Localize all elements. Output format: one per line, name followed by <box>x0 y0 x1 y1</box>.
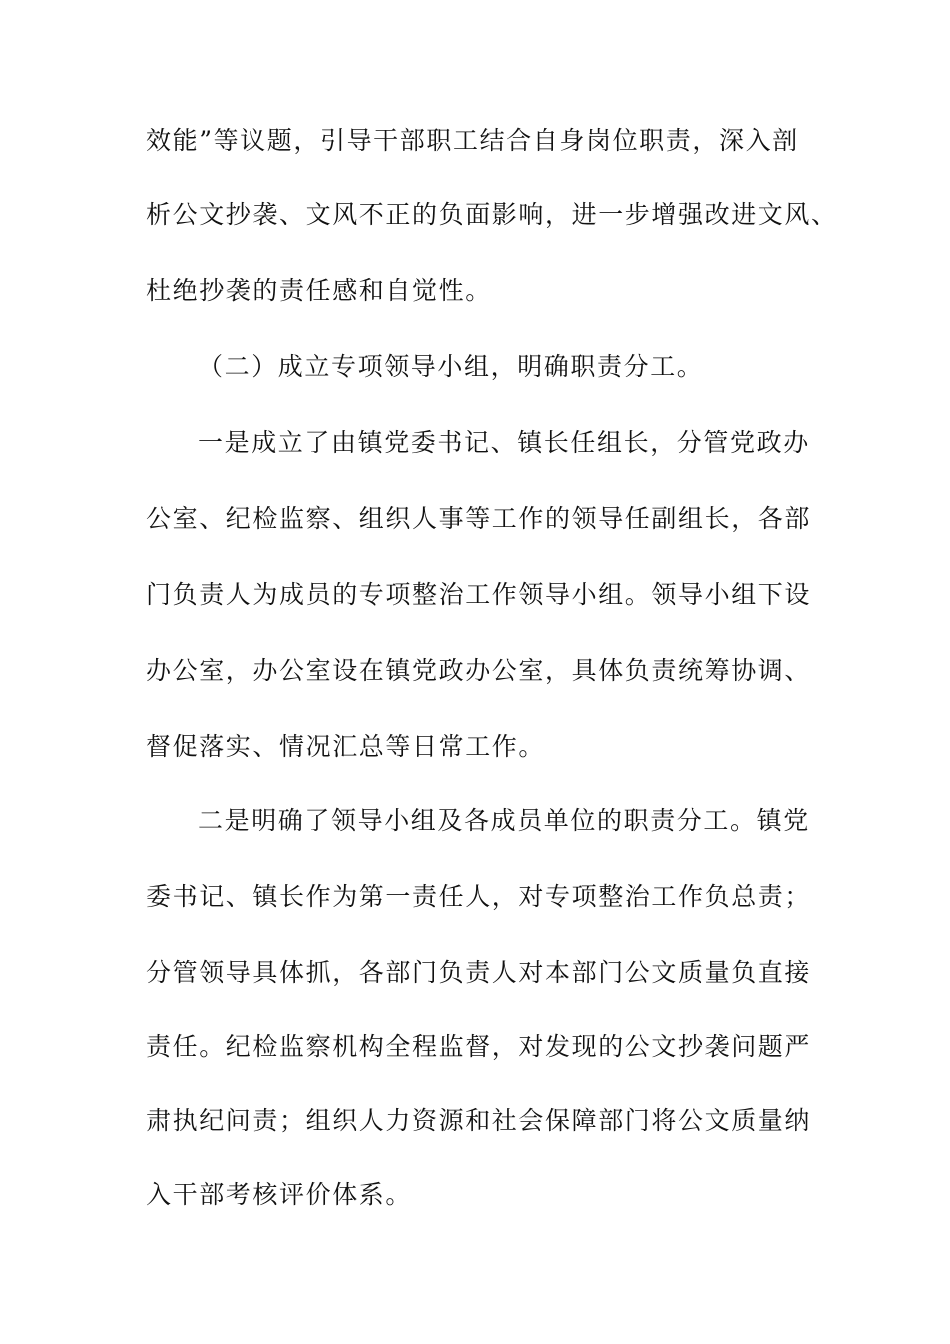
paragraph-line: 委书记、镇长作为第一责任人，对专项整治工作负总责； <box>146 882 812 911</box>
paragraph-line: 效能”等议题，引导干部职工结合自身岗位职责，深入剖 <box>146 126 799 155</box>
paragraph-line: 公室、纪检监察、组织人事等工作的领导任副组长，各部 <box>146 504 812 533</box>
paragraph-line: 督促落实、情况汇总等日常工作。 <box>146 732 546 761</box>
paragraph-line: 门负责人为成员的专项整治工作领导小组。领导小组下设 <box>146 580 812 609</box>
paragraph-line: 一是成立了由镇党委书记、镇长任组长，分管党政办 <box>198 428 810 457</box>
paragraph-line: 析公文抄袭、文风不正的负面影响，进一步增强改进文风、 <box>146 200 838 229</box>
paragraph-line: 二是明确了领导小组及各成员单位的职责分工。镇党 <box>198 806 810 835</box>
paragraph-line: 肃执纪问责；组织人力资源和社会保障部门将公文质量纳 <box>146 1106 812 1135</box>
paragraph-line: 分管领导具体抓，各部门负责人对本部门公文质量负直接 <box>146 958 812 987</box>
paragraph-line: 责任。纪检监察机构全程监督，对发现的公文抄袭问题严 <box>146 1032 812 1061</box>
paragraph-line: 入干部考核评价体系。 <box>146 1180 413 1209</box>
paragraph-line: 办公室，办公室设在镇党政办公室，具体负责统筹协调、 <box>146 656 812 685</box>
paragraph-line: 杜绝抄袭的责任感和自觉性。 <box>146 276 492 305</box>
section-heading: （二）成立专项领导小组，明确职责分工。 <box>198 352 704 381</box>
